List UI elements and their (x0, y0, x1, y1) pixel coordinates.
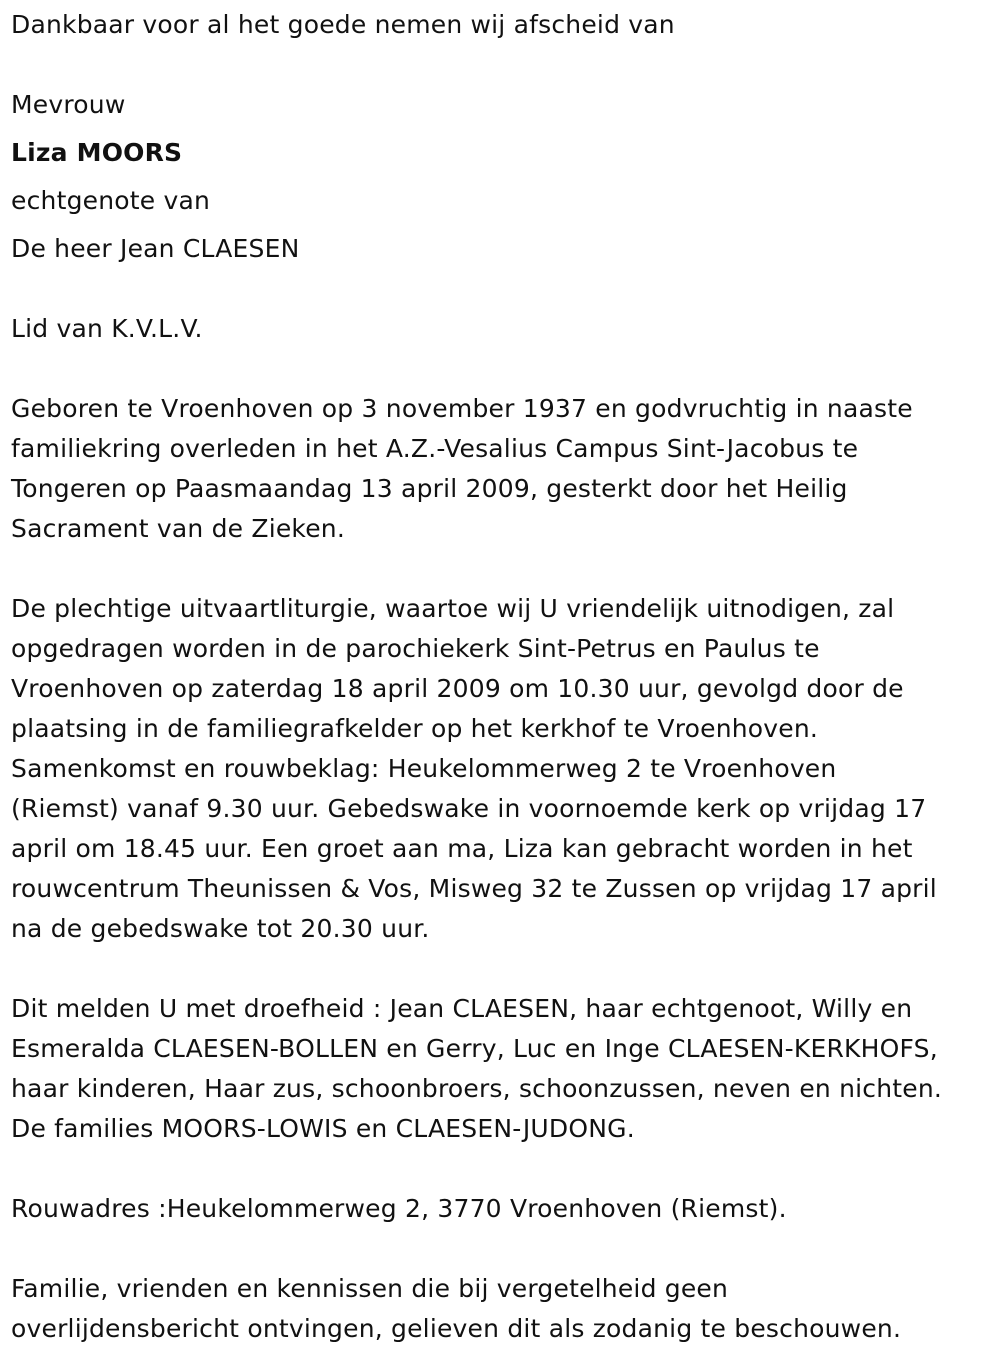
family-paragraph-line: De families MOORS-LOWIS en CLAESEN-JUDONG. (11, 1114, 635, 1143)
funeral-paragraph-line: plaatsing in de familiegrafkelder op het kerkhof te Vroenhoven. (11, 714, 819, 743)
funeral-paragraph-line: na de gebedswake tot 20.30 uur. (11, 914, 430, 943)
funeral-paragraph-line: (Riemst) vanaf 9.30 uur. Gebedswake in voornoemde kerk op vrijdag 17 (11, 794, 927, 823)
deceased-name: Liza MOORS (11, 138, 183, 167)
funeral-paragraph-line: Samenkomst en rouwbeklag: Heukelommerweg 2 te Vroenhoven (11, 754, 837, 783)
funeral-paragraph-line: Vroenhoven op zaterdag 18 april 2009 om 10.30 uur, gevolgd door de (11, 674, 904, 703)
family-paragraph-line: Esmeralda CLAESEN-BOLLEN en Gerry, Luc en Inge CLAESEN-KERKHOFS, (11, 1034, 938, 1063)
salutation: Mevrouw (11, 90, 126, 119)
closing-paragraph-line: Familie, vrienden en kennissen die bij vergetelheid geen (11, 1274, 729, 1303)
funeral-paragraph-line: De plechtige uitvaartliturgie, waartoe wij U vriendelijk uitnodigen, zal (11, 594, 895, 623)
membership-line: Lid van K.V.L.V. (11, 314, 203, 343)
funeral-paragraph-line: april om 18.45 uur. Een groet aan ma, Liza kan gebracht worden in het (11, 834, 913, 863)
opening-line: Dankbaar voor al het goede nemen wij afscheid van (11, 10, 675, 39)
birth-paragraph-line: Sacrament van de Zieken. (11, 514, 345, 543)
mourning-address: Rouwadres :Heukelommerweg 2, 3770 Vroenhoven (Riemst). (11, 1194, 787, 1223)
relation-line: echtgenote van (11, 186, 211, 215)
birth-paragraph-line: familiekring overleden in het A.Z.-Vesalius Campus Sint-Jacobus te (11, 434, 859, 463)
funeral-paragraph-line: rouwcentrum Theunissen & Vos, Misweg 32 te Zussen op vrijdag 17 april (11, 874, 937, 903)
funeral-paragraph-line: opgedragen worden in de parochiekerk Sint-Petrus en Paulus te (11, 634, 820, 663)
spouse-name: De heer Jean CLAESEN (11, 234, 300, 263)
closing-paragraph-line: overlijdensbericht ontvingen, gelieven dit als zodanig te beschouwen. (11, 1314, 902, 1343)
birth-paragraph-line: Tongeren op Paasmaandag 13 april 2009, gesterkt door het Heilig (11, 474, 848, 503)
birth-paragraph-line: Geboren te Vroenhoven op 3 november 1937 en godvruchtig in naaste (11, 394, 913, 423)
family-paragraph-line: Dit melden U met droefheid : Jean CLAESEN, haar echtgenoot, Willy en (11, 994, 913, 1023)
family-paragraph-line: haar kinderen, Haar zus, schoonbroers, schoonzussen, neven en nichten. (11, 1074, 943, 1103)
